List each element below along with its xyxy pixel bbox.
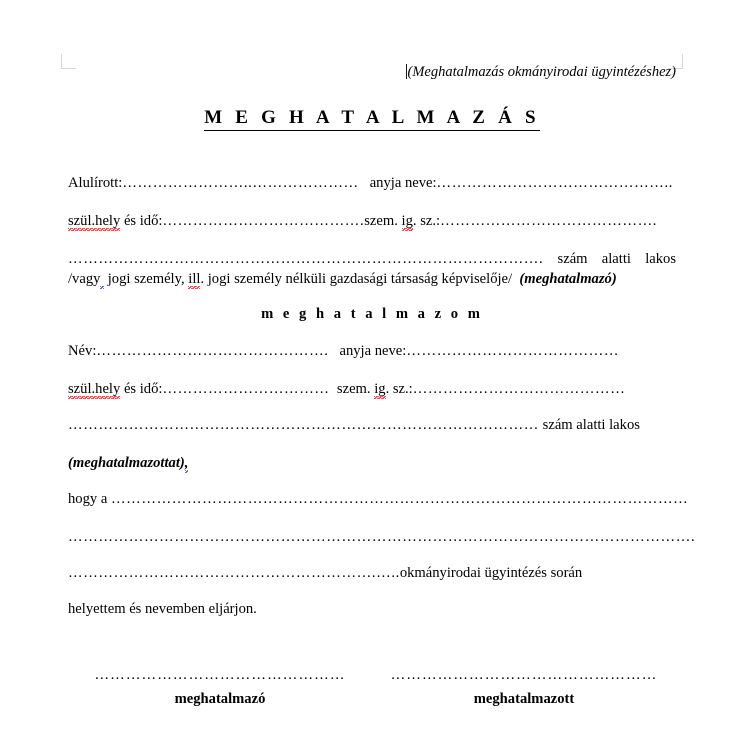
- dots-grantee-birth: ……………………………: [162, 381, 330, 397]
- legal-entity-d: . jogi személy nélküli gazdasági társaság képviselője/: [200, 271, 513, 287]
- grantee-address-tail: szám alatti lakos: [542, 417, 640, 433]
- label-undersigned: Alulírott:: [68, 175, 123, 191]
- document-body[interactable]: [68, 0, 696, 751]
- label-grantee-birth-rest: és idő:: [120, 381, 163, 397]
- purpose-label: hogy a: [68, 491, 108, 507]
- label-grantee-mothers-name: anyja neve:: [339, 343, 407, 359]
- purpose-dots-1: ……………………………………………………………………………………………………: [110, 491, 689, 507]
- grantor-birth-id-line[interactable]: [68, 212, 676, 230]
- dots-address: ………………………………………………………………………………….: [68, 251, 544, 267]
- authorize-verb: m e g h a t a l m a z o m: [261, 306, 483, 322]
- purpose-line-1[interactable]: [68, 490, 689, 508]
- spellcheck-ill: ill: [188, 271, 201, 287]
- spellcheck-birthplace: szül.hely: [68, 213, 121, 229]
- signature-line-grantor: …………………………………………: [94, 668, 346, 682]
- signature-label-grantor: meghatalmazó: [174, 691, 266, 707]
- dots-birth: ………………………………….: [162, 213, 365, 229]
- legal-entity-b: jogi személy,: [104, 271, 189, 287]
- signature-grantee[interactable]: [372, 668, 676, 708]
- spellcheck-grantee-ig: ig: [374, 381, 386, 397]
- label-birth-rest: és idő:: [120, 213, 163, 229]
- label-mothers-name: anyja neve:: [369, 175, 437, 191]
- purpose-line-2[interactable]: [68, 528, 696, 546]
- purpose-line-3[interactable]: [68, 564, 676, 582]
- dots-grantee-mothers-name: ……………………………………: [406, 343, 620, 359]
- signature-line-grantee: ……………………………………………: [390, 668, 658, 682]
- spellcheck-grantee-birthplace: szül.hely: [68, 381, 121, 397]
- signature-block: [68, 668, 676, 708]
- label-grantee-id-c: . sz.:: [385, 381, 413, 397]
- grantee-role-line[interactable]: [68, 454, 676, 472]
- page-title-text: M E G H A T A L M A Z Á S: [204, 107, 540, 131]
- grantee-name-line[interactable]: [68, 342, 676, 360]
- purpose-closing-text: helyettem és nevemben eljárjon.: [68, 601, 257, 617]
- dots-id: …………………………………….: [440, 213, 658, 229]
- grantor-undersigned-line[interactable]: [68, 174, 676, 192]
- label-id-a: szem.: [364, 213, 402, 229]
- grantor-role-label: (meghatalmazó): [519, 271, 617, 287]
- purpose-dots-3: …………………………………………………….…..: [68, 565, 400, 581]
- purpose-line-4[interactable]: [68, 600, 676, 618]
- purpose-dots-2: …………………………………………………………………………………………………………….: [68, 529, 696, 545]
- grantee-birth-id-line[interactable]: [68, 380, 676, 398]
- header-note-text: (Meghatalmazás okmányirodai ügyintézéshez): [407, 64, 676, 80]
- label-grantee-id-a: szem.: [336, 381, 375, 397]
- grantee-address-line[interactable]: [68, 416, 676, 434]
- dots-name: ……………………………………….: [96, 343, 329, 359]
- label-name: Név:: [68, 343, 97, 359]
- page-title: [68, 107, 676, 129]
- signature-grantor[interactable]: [68, 668, 372, 708]
- spellcheck-ig: ig: [401, 213, 413, 229]
- legal-entity-a: /vagy: [68, 271, 101, 287]
- grantor-legal-entity-line[interactable]: [68, 270, 676, 288]
- text-caret: [406, 64, 407, 79]
- dots-grantee-id: ……………………………………: [412, 381, 626, 397]
- signature-label-grantee: meghatalmazott: [473, 691, 575, 707]
- header-note[interactable]: [68, 64, 676, 81]
- purpose-tail: okmányirodai ügyintézés során: [399, 565, 583, 581]
- dots-grantee-address: …………………………………………………………………………………: [68, 417, 540, 433]
- dots-undersigned: ……………………..…………………: [122, 175, 359, 191]
- label-id-c: . sz.:: [412, 213, 441, 229]
- address-tail: szám alatti lakos: [557, 251, 677, 267]
- grantee-role-label: (meghatalmazottat): [68, 455, 185, 471]
- grammar-marker-comma: ,: [184, 455, 189, 471]
- dots-mothers-name: ………………………………………..: [436, 175, 673, 191]
